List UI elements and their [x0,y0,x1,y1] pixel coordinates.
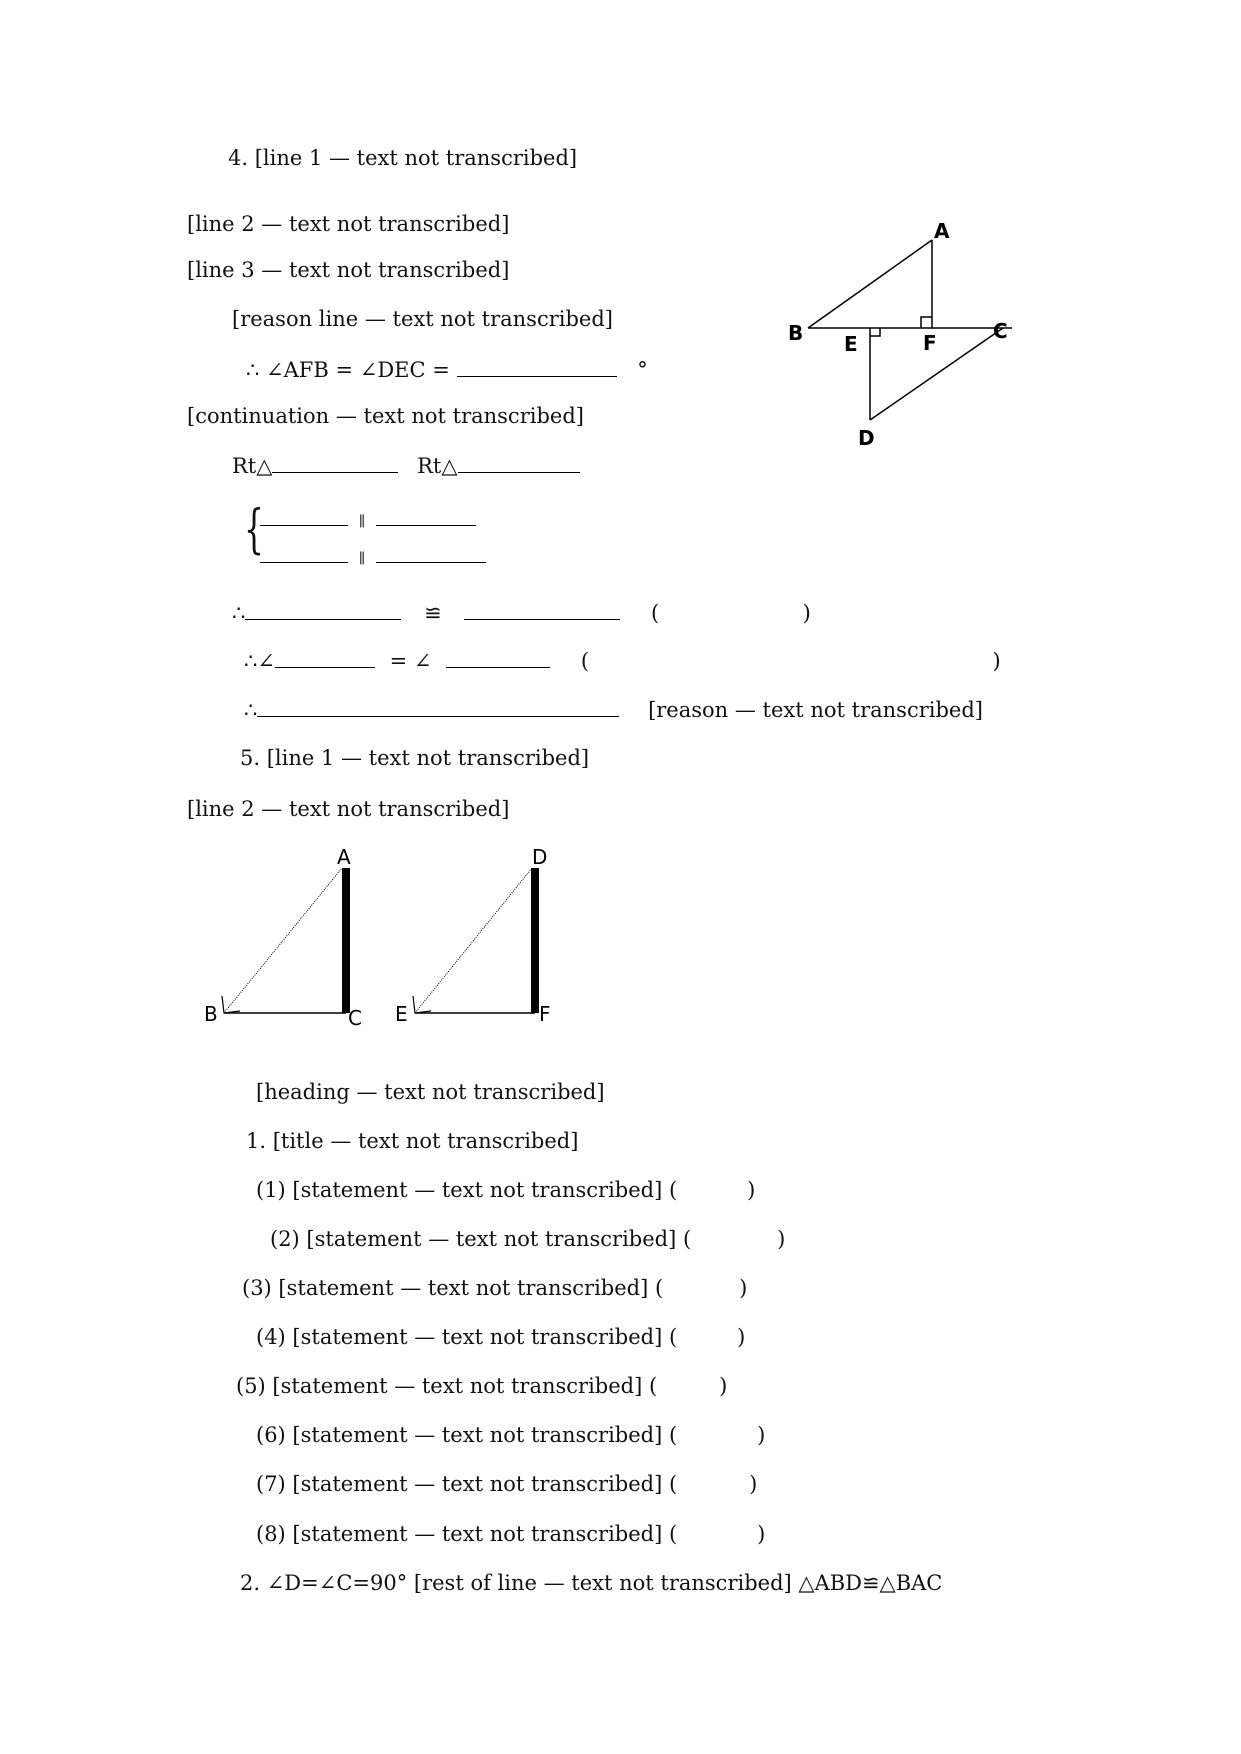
line-ab [808,240,932,328]
ray-arrowhead-b [222,996,240,1013]
right-angle-e [870,328,880,336]
sunray-ab [224,868,342,1013]
p4-cond-1 [260,503,476,536]
judge-item-text: (5) [statement — text not transcribed] ( [236,1374,658,1398]
step4-prefix: ∴∠ [244,649,275,673]
judge-item-5 [236,1372,727,1400]
blank-congruent-1[interactable] [245,597,401,620]
p4-step3 [232,597,811,627]
judge-item-1 [256,1176,755,1204]
judge-item-4 [256,1323,745,1351]
blank-cond-2b[interactable] [376,540,486,563]
judge-item-3 [242,1274,747,1302]
sym-2: ∥ [358,551,366,567]
blank-triangle-1[interactable] [272,450,398,473]
label-b: B [204,1002,218,1026]
label-b: B [788,321,804,345]
step5-reason: [reason — text not transcribed] [648,698,983,722]
paren-open-3: ( [651,601,660,625]
close-paren: ) [719,1374,728,1398]
p4-step4 [244,645,1001,675]
right-angle-f [921,317,932,328]
blank-cond-2a[interactable] [260,540,348,563]
p4-step1 [246,354,648,384]
close-paren: ) [777,1227,786,1251]
blank-cond-1b[interactable] [376,503,476,526]
p4-line2: [line 2 — text not transcribed] [187,212,510,236]
p4-reason-line: [reason line — text not transcribed] [232,307,613,331]
p4-line1: 4. [line 1 — text not transcribed] [228,146,578,170]
p4-step5 [244,694,983,724]
blank-angle-value[interactable] [457,354,617,377]
p4-line3: [line 3 — text not transcribed] [187,258,510,282]
step4-eq: = ∠ [389,649,432,673]
step1-prefix: ∴ ∠AFB = ∠DEC = [246,358,450,382]
p4-cond-2 [260,540,486,573]
judge-item-text: (7) [statement — text not transcribed] ( [256,1472,678,1496]
close-paren: ) [739,1276,748,1300]
judge-item-7 [256,1470,757,1498]
p4-step2 [232,450,580,480]
label-e: E [395,1002,408,1026]
paren-close-3: ) [802,601,811,625]
judge-item-text: (8) [statement — text not transcribed] ( [256,1522,678,1546]
close-paren: ) [747,1178,756,1202]
label-d: D [532,845,548,869]
judge-item-text: (1) [statement — text not transcribed] ( [256,1178,678,1202]
close-paren: ) [757,1423,766,1447]
p4-brace: { [244,500,264,560]
congruent-symbol: ≌ [424,601,442,625]
blank-triangle-2[interactable] [458,450,580,473]
p5-line2: [line 2 — text not transcribed] [187,797,510,821]
judge-item-text: (6) [statement — text not transcribed] ( [256,1423,678,1447]
p4-step1-wrap: [continuation — text not transcribed] [187,404,584,428]
blank-conclusion[interactable] [257,694,619,717]
q2-line: 2. ∠D=∠C=90° [rest of line — text not transcribed] △ABD≌△BAC [240,1571,943,1595]
paren-close-4: ) [992,649,1001,673]
blank-angle-1[interactable] [275,645,375,668]
label-a: A [934,219,950,243]
label-c: C [348,1006,362,1030]
close-paren: ) [737,1325,746,1349]
sunray-de [415,868,532,1013]
close-paren: ) [749,1472,758,1496]
step5-prefix: ∴ [244,698,258,722]
judge-item-text: (2) [statement — text not transcribed] ( [270,1227,692,1251]
step1-suffix: ° [637,358,648,382]
blank-cond-1a[interactable] [260,503,348,526]
q1-title: 1. [title — text not transcribed] [246,1129,579,1153]
label-c: C [993,319,1008,343]
blank-angle-2[interactable] [446,645,550,668]
judge-item-2 [270,1225,785,1253]
step3-prefix: ∴ [232,601,246,625]
section-heading: [heading — text not transcribed] [256,1080,605,1104]
close-paren: ) [757,1522,766,1546]
label-e: E [844,332,858,356]
step2-mid: Rt△ [417,454,458,478]
label-a: A [337,845,351,869]
label-d: D [858,426,875,450]
step2-pre: Rt△ [232,454,273,478]
judge-item-8 [256,1520,765,1548]
line-dc [870,328,1003,420]
judge-item-text: (3) [statement — text not transcribed] ( [242,1276,664,1300]
sym-1: ∥ [358,514,366,530]
ray-arrowhead-e [413,996,431,1013]
blank-congruent-2[interactable] [464,597,620,620]
judge-item-text: (4) [statement — text not transcribed] ( [256,1325,678,1349]
label-f: F [539,1002,551,1026]
label-f: F [923,331,937,355]
p5-line1: 5. [line 1 — text not transcribed] [240,746,590,770]
judge-item-6 [256,1421,765,1449]
paren-open-4: ( [580,649,590,673]
